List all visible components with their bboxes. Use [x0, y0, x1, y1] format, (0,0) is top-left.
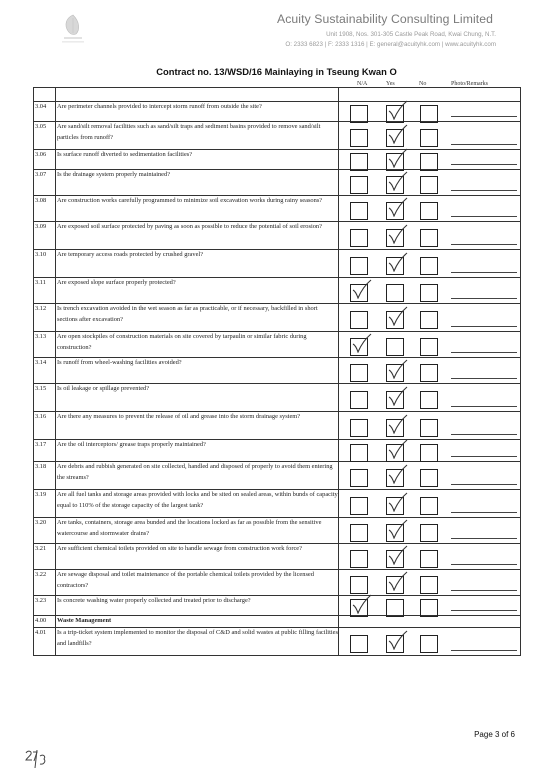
company-address: Unit 1908, Nos. 301-305 Castle Peak Road, Kwai Chung, N.T.: [326, 31, 496, 38]
checkmark-icon: [387, 386, 409, 406]
checkbox-no[interactable]: [420, 311, 438, 329]
checkbox-no[interactable]: [420, 229, 438, 247]
checkbox-na[interactable]: [350, 497, 368, 515]
table-row: [34, 440, 521, 462]
table-row: [34, 596, 521, 616]
checkmark-icon: [387, 306, 409, 326]
remarks-line[interactable]: [451, 216, 517, 217]
checkmark-icon: [351, 333, 373, 353]
checkmark-icon: [387, 464, 409, 484]
column-header-no: No: [419, 81, 427, 87]
checkbox-no[interactable]: [420, 105, 438, 123]
table-row: [34, 628, 521, 656]
checkbox-no[interactable]: [420, 444, 438, 462]
remarks-line[interactable]: [451, 538, 517, 539]
checkmark-icon: [387, 414, 409, 434]
checkmark-icon: [387, 252, 409, 272]
item-number: 3.17: [35, 441, 47, 448]
item-number: 3.07: [35, 171, 47, 178]
table-row: [34, 150, 521, 170]
table-row: [34, 196, 521, 222]
checkbox-no[interactable]: [420, 391, 438, 409]
column-header-na: N/A: [357, 81, 368, 87]
checkbox-no[interactable]: [420, 469, 438, 487]
checkbox-na[interactable]: [350, 202, 368, 220]
remarks-line[interactable]: [451, 590, 517, 591]
company-name: Acuity Sustainability Consulting Limited: [276, 12, 493, 26]
item-number: 3.04: [35, 103, 47, 110]
checkbox-yes[interactable]: [386, 284, 404, 302]
item-number: 4.00: [35, 617, 47, 624]
checkbox-na[interactable]: [350, 153, 368, 171]
item-number: 3.14: [35, 359, 47, 366]
remarks-line[interactable]: [451, 406, 517, 407]
item-number: 3.15: [35, 385, 47, 392]
table-row: [34, 278, 521, 304]
table-row: [34, 170, 521, 196]
item-number: 3.08: [35, 197, 47, 204]
acuity-leaf-logo-icon: [58, 12, 88, 46]
remarks-line[interactable]: [451, 164, 517, 165]
table-row: [34, 384, 521, 412]
item-question: Are construction works carefully programmed to minimize soil excavation works during rainy seasons?: [57, 197, 323, 204]
item-number: 4.01: [35, 629, 47, 636]
checkbox-na[interactable]: [350, 576, 368, 594]
checkbox-na[interactable]: [350, 257, 368, 275]
remarks-line[interactable]: [451, 434, 517, 435]
item-question: Are temporary access roads protected by crushed gravel?: [57, 251, 204, 258]
checkbox-na[interactable]: [350, 550, 368, 568]
checkbox-yes[interactable]: [386, 338, 404, 356]
checklist-table: [33, 87, 521, 656]
item-number: 3.09: [35, 223, 47, 230]
remarks-line[interactable]: [451, 298, 517, 299]
section-heading: Waste Management: [57, 617, 112, 624]
item-question: Is runoff from wheel-washing facilities avoided?: [57, 359, 182, 366]
handwritten-date-signature-icon: [24, 748, 50, 770]
checkmark-icon: [387, 545, 409, 565]
item-question: Are all fuel tanks and storage areas provided with locks and be sited on sealed areas, within bunds of capacity equal to 110% of the storage capacity of the largest tank?: [57, 491, 338, 509]
remarks-line[interactable]: [451, 272, 517, 273]
checkbox-no[interactable]: [420, 257, 438, 275]
remarks-line[interactable]: [451, 190, 517, 191]
remarks-line[interactable]: [451, 326, 517, 327]
checkbox-na[interactable]: [350, 129, 368, 147]
checkbox-no[interactable]: [420, 284, 438, 302]
item-question: Are exposed soil surface protected by paving as soon as possible to reduce the potential of soil erosion?: [57, 223, 322, 230]
item-question: Are exposed slope surface properly protected?: [57, 279, 176, 286]
checkmark-icon: [387, 492, 409, 512]
column-header-yes: Yes: [386, 81, 395, 87]
item-question: Are open stockpiles of construction materials on site covered by tarpaulin or similar fabric during construction?: [57, 333, 307, 351]
item-number: 3.05: [35, 123, 47, 130]
remarks-line[interactable]: [451, 456, 517, 457]
item-question: Is oil leakage or spillage prevented?: [57, 385, 150, 392]
remarks-line[interactable]: [451, 378, 517, 379]
checkbox-no[interactable]: [420, 497, 438, 515]
item-question: Is the drainage system properly maintained?: [57, 171, 171, 178]
remarks-line[interactable]: [451, 352, 517, 353]
checkbox-no[interactable]: [420, 599, 438, 617]
checkmark-icon: [387, 197, 409, 217]
checkmark-icon: [387, 519, 409, 539]
remarks-line[interactable]: [451, 564, 517, 565]
table-row: [34, 412, 521, 440]
item-number: 3.22: [35, 571, 47, 578]
table-row: [34, 358, 521, 384]
checkmark-icon: [351, 279, 373, 299]
checkbox-no[interactable]: [420, 202, 438, 220]
checkmark-icon: [387, 124, 409, 144]
table-row: [34, 332, 521, 358]
checkbox-na[interactable]: [350, 524, 368, 542]
table-row: [34, 250, 521, 278]
table-row: [34, 102, 521, 122]
item-question: Is trench excavation avoided in the wet season as far as practicable, or if necessary, backfilled in short sections after excavation?: [57, 305, 318, 323]
checkbox-no[interactable]: [420, 129, 438, 147]
item-question: Are sufficient chemical toilets provided on site to handle sewage from construction work force?: [57, 545, 302, 552]
remarks-line[interactable]: [451, 484, 517, 485]
remarks-line[interactable]: [451, 116, 517, 117]
table-row: [34, 570, 521, 596]
item-number: 3.23: [35, 597, 47, 604]
item-question: Is concrete washing water properly collected and treated prior to discharge?: [57, 597, 251, 604]
item-number: 3.18: [35, 463, 47, 470]
table-row: [34, 544, 521, 570]
checkmark-icon: [387, 171, 409, 191]
item-number: 3.16: [35, 413, 47, 420]
checkbox-na[interactable]: [350, 311, 368, 329]
table-row: [34, 222, 521, 250]
checkbox-na[interactable]: [350, 444, 368, 462]
checkbox-no[interactable]: [420, 635, 438, 653]
table-row: [34, 490, 521, 518]
remarks-line[interactable]: [451, 650, 517, 651]
checkbox-na[interactable]: [350, 364, 368, 382]
item-number: 3.11: [35, 279, 46, 286]
checkbox-no[interactable]: [420, 419, 438, 437]
item-number: 3.12: [35, 305, 47, 312]
checkbox-na[interactable]: [350, 469, 368, 487]
table-row: [34, 518, 521, 544]
item-question: Is surface runoff diverted to sedimentation facilities?: [57, 151, 193, 158]
table-row: [34, 462, 521, 490]
table-row: [34, 304, 521, 332]
item-number: 3.10: [35, 251, 47, 258]
item-question: Are sand/silt removal facilities such as sand/silt traps and sediment basins provided to remove sand/silt particles from runoff?: [57, 123, 321, 141]
item-number: 3.19: [35, 491, 47, 498]
item-question: Are tanks, containers, storage area bunded and the locations locked as far as possible from the sensitive watercourse and stormwater drains?: [57, 519, 322, 537]
remarks-line[interactable]: [451, 610, 517, 611]
checkbox-no[interactable]: [420, 576, 438, 594]
item-number: 3.21: [35, 545, 47, 552]
checkbox-na[interactable]: [350, 419, 368, 437]
checkbox-yes[interactable]: [386, 599, 404, 617]
checkbox-no[interactable]: [420, 364, 438, 382]
checkbox-no[interactable]: [420, 550, 438, 568]
checkbox-na[interactable]: [350, 229, 368, 247]
checkmark-icon: [387, 100, 409, 120]
item-question: Are the oil interceptors/ grease traps properly maintained?: [57, 441, 206, 448]
checkmark-icon: [351, 594, 373, 614]
checkbox-na[interactable]: [350, 176, 368, 194]
remarks-line[interactable]: [451, 244, 517, 245]
item-question: Is a trip-ticket system implemented to monitor the disposal of C&D and solid wastes at public filling facilities and landfills?: [57, 629, 338, 647]
item-question: Are there any measures to prevent the release of oil and grease into the storm drainage system?: [57, 413, 301, 420]
checkbox-no[interactable]: [420, 524, 438, 542]
item-question: Are sewage disposal and toilet maintenance of the portable chemical toilets provided by the licensed contractors?: [57, 571, 314, 589]
company-contact: O: 2333 6823 | F: 2333 1316 | E: general@acuityhk.com | www.acuityhk.com: [285, 41, 496, 48]
page-number: Page 3 of 6: [474, 730, 515, 739]
remarks-line[interactable]: [451, 512, 517, 513]
contract-title: Contract no. 13/WSD/16 Mainlaying in Tseung Kwan O: [156, 66, 397, 77]
item-question: Are debris and rubbish generated on site collected, handled and disposed of properly to avoid them entering the streams?: [57, 463, 333, 481]
checkmark-icon: [387, 359, 409, 379]
remarks-line[interactable]: [451, 144, 517, 145]
column-header-remarks: Photo/Remarks: [451, 81, 488, 87]
checkbox-na[interactable]: [350, 635, 368, 653]
checkbox-na[interactable]: [350, 391, 368, 409]
item-question: Are perimeter channels provided to intercept storm runoff from outside the site?: [57, 103, 262, 110]
checkmark-icon: [387, 439, 409, 459]
item-number: 3.13: [35, 333, 47, 340]
checkmark-icon: [387, 630, 409, 650]
checkmark-icon: [387, 571, 409, 591]
table-row: [34, 616, 521, 628]
checkmark-icon: [387, 224, 409, 244]
checkmark-icon: [387, 148, 409, 168]
item-number: 3.06: [35, 151, 47, 158]
table-header-row: [34, 88, 521, 102]
checkbox-na[interactable]: [350, 105, 368, 123]
item-number: 3.20: [35, 519, 47, 526]
checkbox-no[interactable]: [420, 176, 438, 194]
checkbox-no[interactable]: [420, 153, 438, 171]
table-row: [34, 122, 521, 150]
checkbox-no[interactable]: [420, 338, 438, 356]
